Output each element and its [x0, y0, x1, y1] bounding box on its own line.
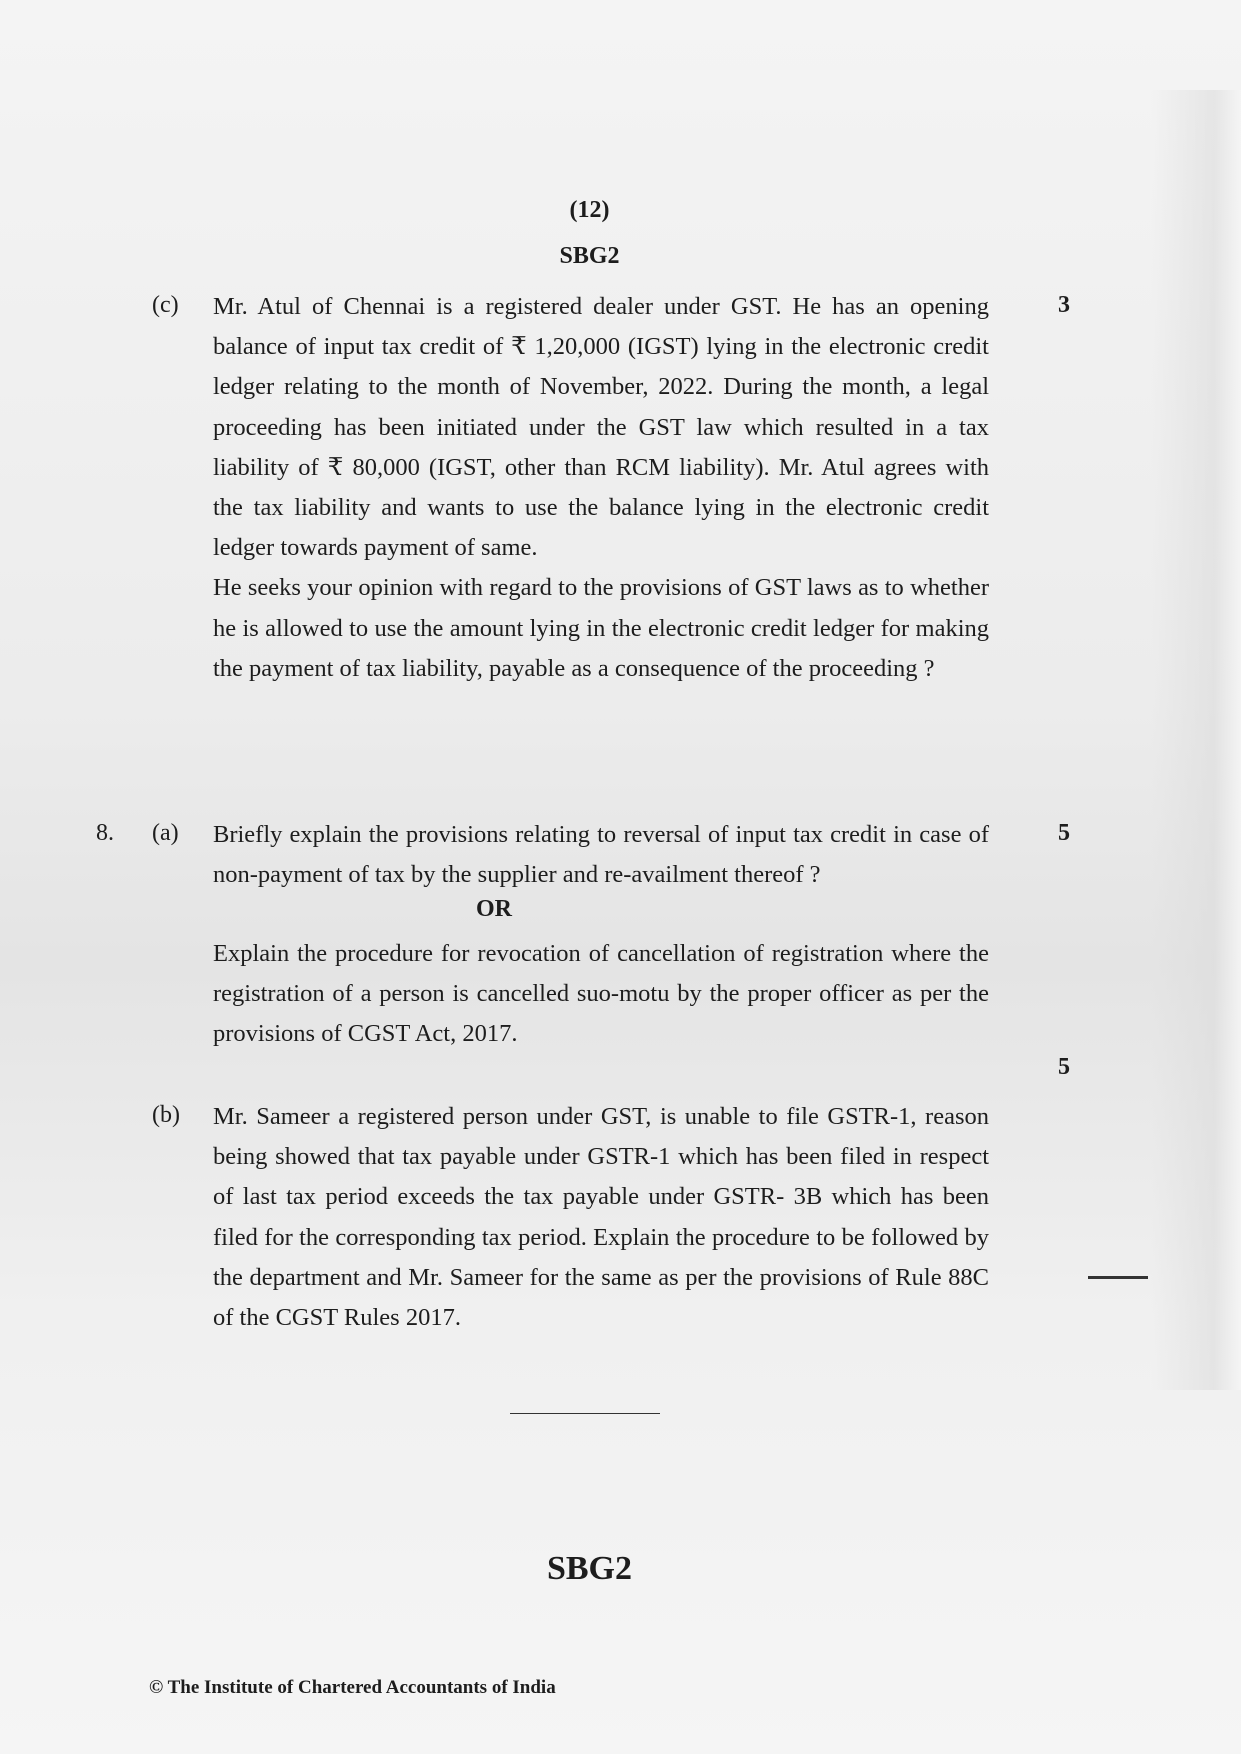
question-7c-body: [213, 287, 989, 689]
question-8a-marks: 5: [1058, 820, 1070, 846]
end-of-question-rule: [510, 1413, 660, 1414]
paper-code-header: SBG2: [559, 243, 620, 269]
margin-mark: [1088, 1276, 1148, 1279]
scan-shadow: [1151, 90, 1241, 1390]
question-8b-label: (b): [152, 1102, 180, 1128]
paper-code-footer: SBG2: [546, 1550, 633, 1587]
question-8-number: 8.: [96, 820, 114, 846]
copyright-footer: © The Institute of Chartered Accountants of India: [149, 1677, 556, 1698]
question-8a-label: (a): [152, 820, 179, 846]
page-number: (12): [569, 197, 610, 223]
question-7c-marks: 3: [1058, 292, 1070, 318]
question-7c-label: (c): [152, 292, 179, 318]
question-7c-paragraph-2: He seeks your opinion with regard to the provisions of GST laws as to whether he is allowed to use the amount lying in the electronic credit ledger for making the payment of tax liability, payable as a consequence of the proceeding ?: [213, 574, 989, 682]
or-separator: OR: [476, 896, 512, 922]
question-8a-text: Briefly explain the provisions relating to reversal of input tax credit in case of non-payment of tax by the supplier and re-availment thereof ?: [213, 821, 989, 889]
question-8b-text: Mr. Sameer a registered person under GST, is unable to file GSTR-1, reason being showed that tax payable under GSTR-1 which has been filed in respect of last tax period exceeds the tax payable under GSTR- 3B which has been filed for the corresponding tax period. Explain the procedure to be followed by the department and Mr. Sameer for the same as per the provisions of Rule 88C of the CGST Rules 2017.: [213, 1103, 989, 1332]
question-8a-alternative-text: Explain the procedure for revocation of cancellation of registration where the registration of a person is cancelled suo-motu by the proper officer as per the provisions of CGST Act, 2017.: [213, 940, 989, 1048]
question-7c-paragraph-1: Mr. Atul of Chennai is a registered dealer under GST. He has an opening balance of input tax credit of ₹ 1,20,000 (IGST) lying in the electronic credit ledger relating to the month of November, 2022. During the month, a legal proceeding has been initiated under the GST law which resulted in a tax liability of ₹ 80,000 (IGST, other than RCM liability). Mr. Atul agrees with the tax liability and wants to use the balance lying in the electronic credit ledger towards payment of same.: [213, 293, 989, 562]
question-8a-alternative-marks: 5: [1058, 1054, 1070, 1080]
